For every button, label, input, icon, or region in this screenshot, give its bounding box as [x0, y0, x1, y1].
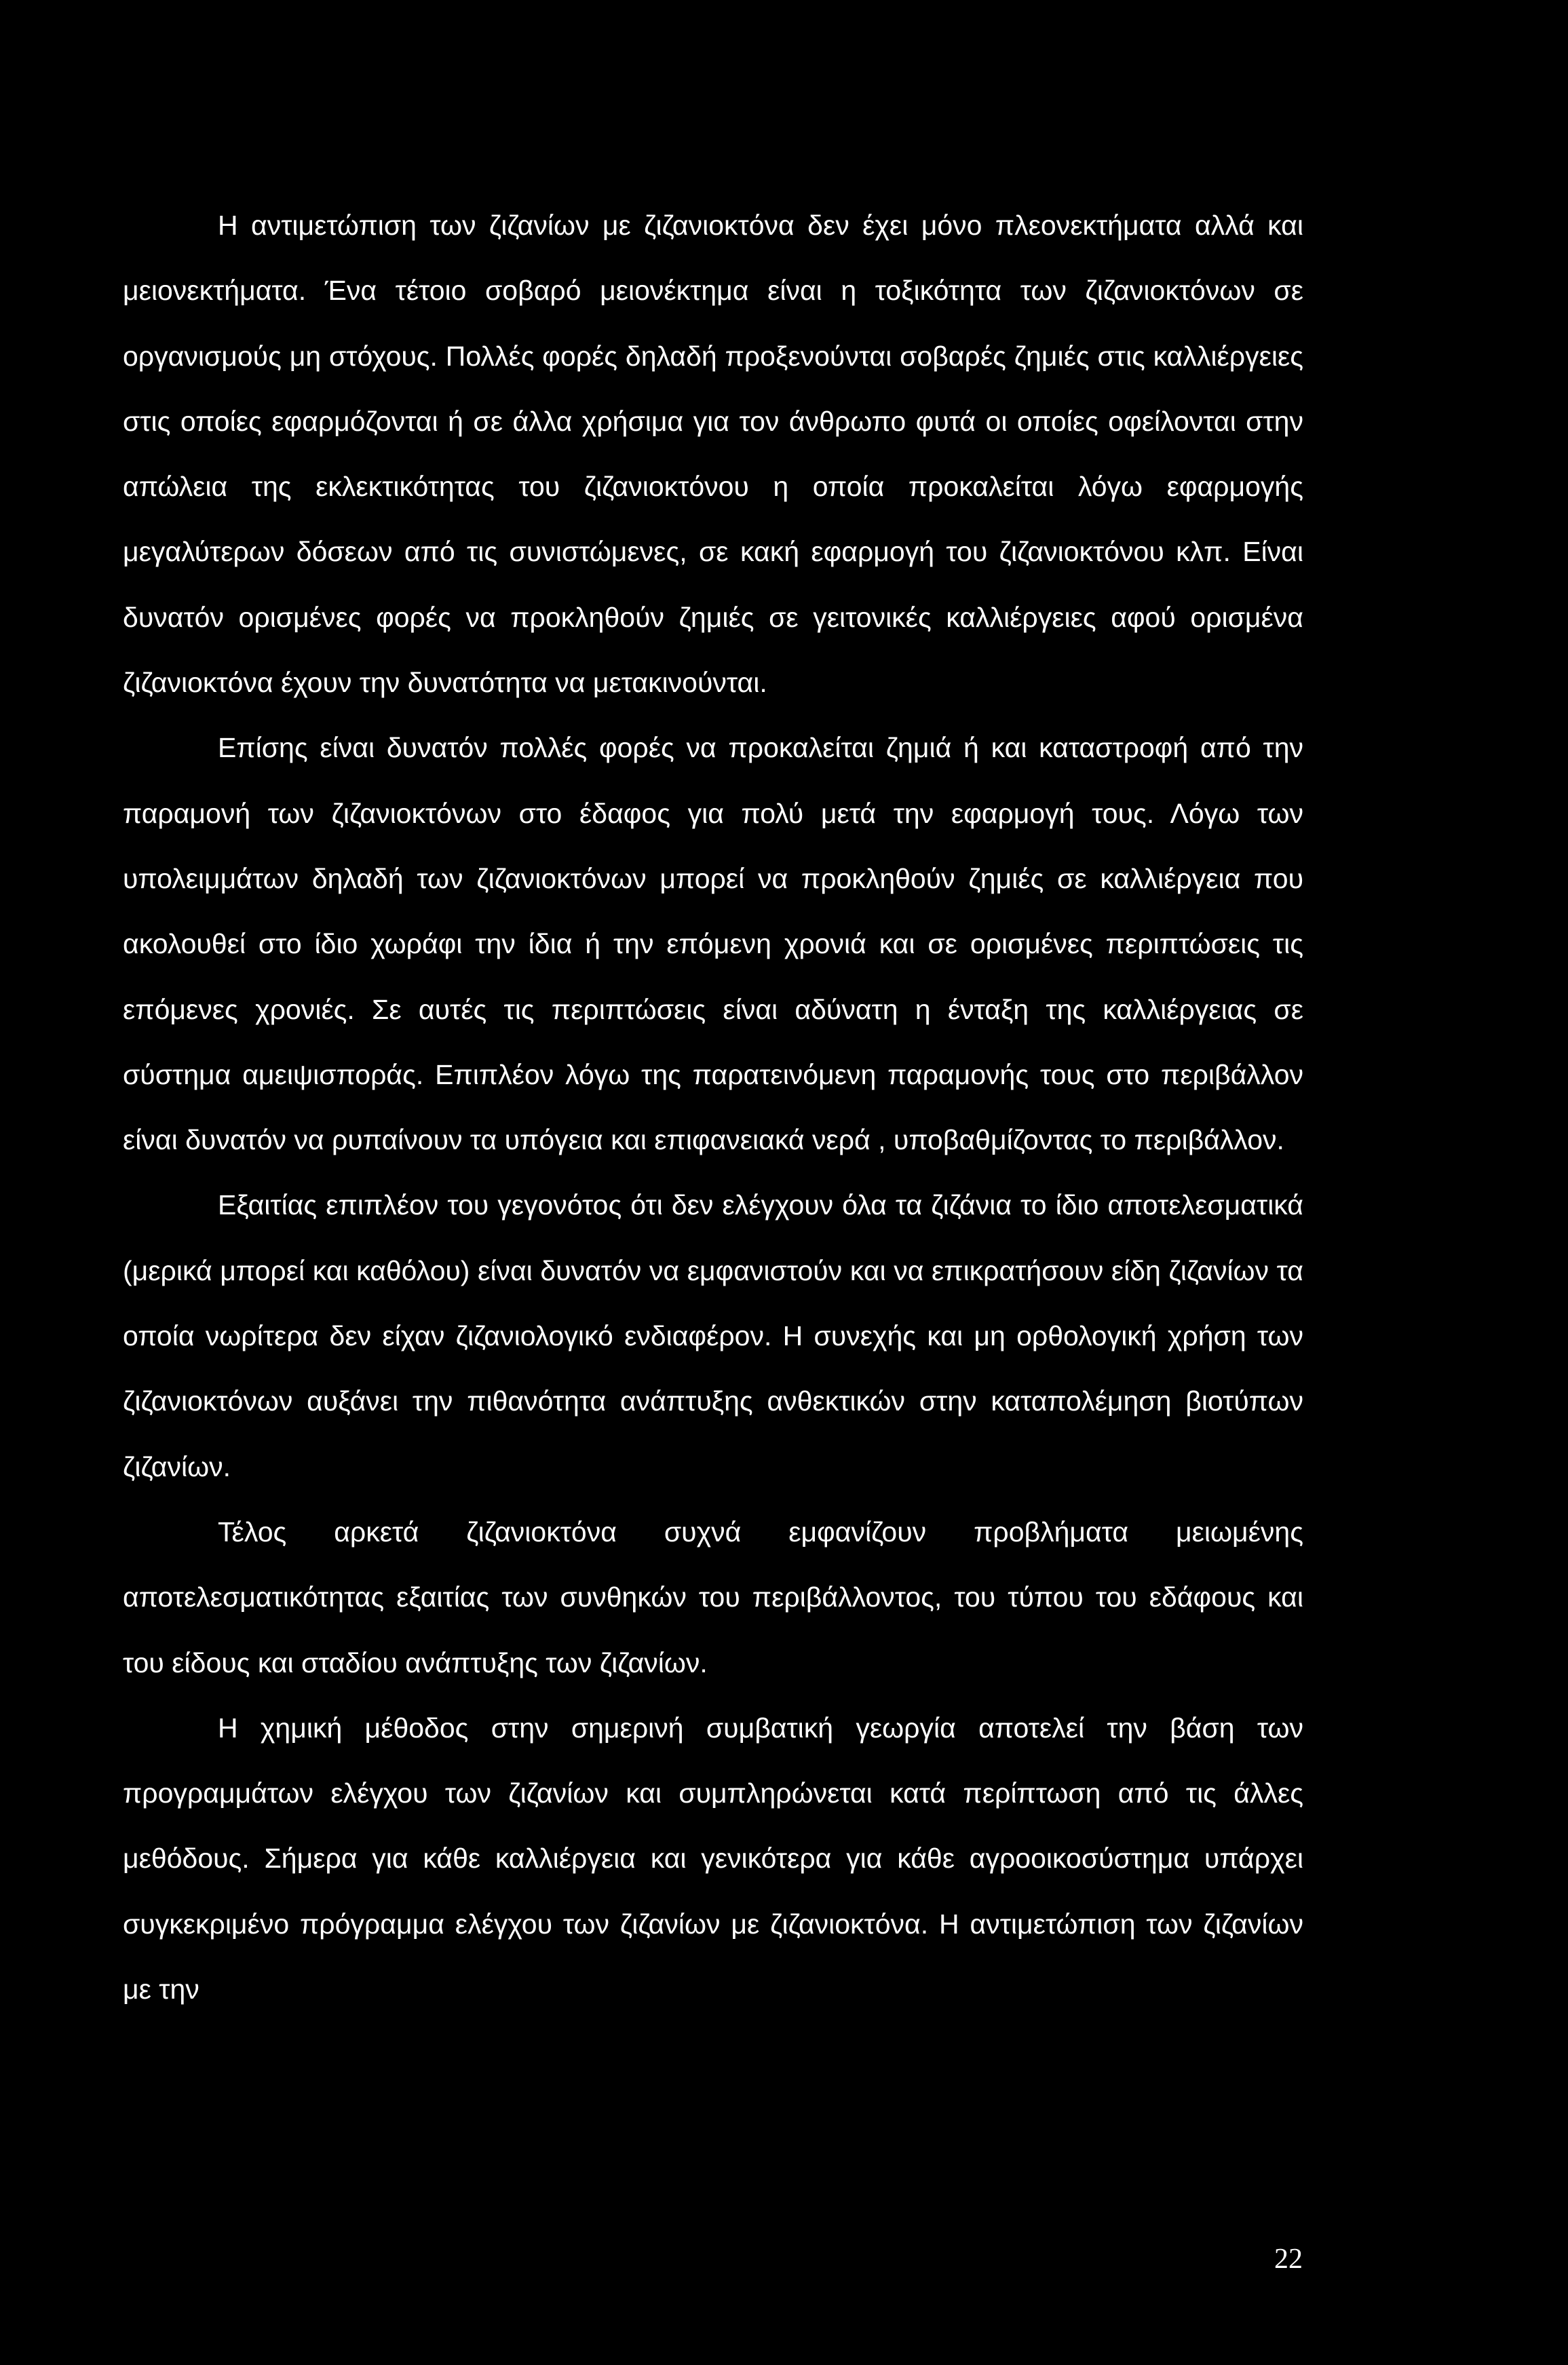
paragraph-2: Επίσης είναι δυνατόν πολλές φορές να προκαλείται ζημιά ή και καταστροφή από την παραμονή των ζιζανιοκτόνων στο έδαφος για πολύ μετά την εφαρμογή τους. Λόγω των υπολειμμάτων δηλαδή των ζιζανιοκτόνων μπορεί να προκληθούν ζημιές σε καλλιέργεια που ακολουθεί στο ίδιο χωράφι την ίδια ή την επόμενη χρονιά και σε ορισμένες περιπτώσεις τις επόμενες χρονιές. Σε αυτές τις περιπτώσεις είναι αδύνατη η ένταξη της καλλιέργειας σε σύστημα αμειψισποράς. Επιπλέον λόγω της παρατεινόμενη παραμονής τους στο περιβάλλον είναι δυνατόν να ρυπαίνουν τα υπόγεια και επιφανειακά νερά , υποβαθμίζοντας το περιβάλλον. — [123, 732, 1303, 1156]
body-text — [123, 193, 1303, 2022]
page-number: 22 — [1274, 2244, 1303, 2275]
paragraph-4: Τέλος αρκετά ζιζανιοκτόνα συχνά εμφανίζουν προβλήματα μειωμένης αποτελεσματικότητας εξαιτίας των συνθηκών του περιβάλλοντος, του τύπου του εδάφους και του είδους και σταδίου ανάπτυξης των ζιζανίων. — [123, 1516, 1303, 1678]
paragraph-3: Εξαιτίας επιπλέον του γεγονότος ότι δεν ελέγχουν όλα τα ζιζάνια το ίδιο αποτελεσματικά (μερικά μπορεί και καθόλου) είναι δυνατόν να εμφανιστούν και να επικρατήσουν είδη ζιζανίων τα οποία νωρίτερα δεν είχαν ζιζανιολογικό ενδιαφέρον. Η συνεχής και μη ορθολογική χρήση των ζιζανιοκτόνων αυξάνει την πιθανότητα ανάπτυξης ανθεκτικών στην καταπολέμηση βιοτύπων ζιζανίων. — [123, 1189, 1303, 1482]
paragraph-5: Η χημική μέθοδος στην σημερινή συμβατική γεωργία αποτελεί την βάση των προγραμμάτων ελέγχου των ζιζανίων και συμπληρώνεται κατά περίπτωση από τις άλλες μεθόδους. Σήμερα για κάθε καλλιέργεια και γενικότερα για κάθε αγροοικοσύστημα υπάρχει συγκεκριμένο πρόγραμμα ελέγχου των ζιζανίων με ζιζανιοκτόνα. Η αντιμετώπιση των ζιζανίων με την — [123, 1712, 1303, 2005]
paragraph-1: Η αντιμετώπιση των ζιζανίων με ζιζανιοκτόνα δεν έχει μόνο πλεονεκτήματα αλλά και μειονεκτήματα. Ένα τέτοιο σοβαρό μειονέκτημα είναι η τοξικότητα των ζιζανιοκτόνων σε οργανισμούς μη στόχους. Πολλές φορές δηλαδή προξενούνται σοβαρές ζημιές στις καλλιέργειες στις οποίες εφαρμόζονται ή σε άλλα χρήσιμα για τον άνθρωπο φυτά οι οποίες οφείλονται στην απώλεια της εκλεκτικότητας του ζιζανιοκτόνου η οποία προκαλείται λόγω εφαρμογής μεγαλύτερων δόσεων από τις συνιστώμενες, σε κακή εφαρμογή του ζιζανιοκτόνου κλπ. Είναι δυνατόν ορισμένες φορές να προκληθούν ζημιές σε γειτονικές καλλιέργειες αφού ορισμένα ζιζανιοκτόνα έχουν την δυνατότητα να μετακινούνται. — [123, 210, 1303, 699]
